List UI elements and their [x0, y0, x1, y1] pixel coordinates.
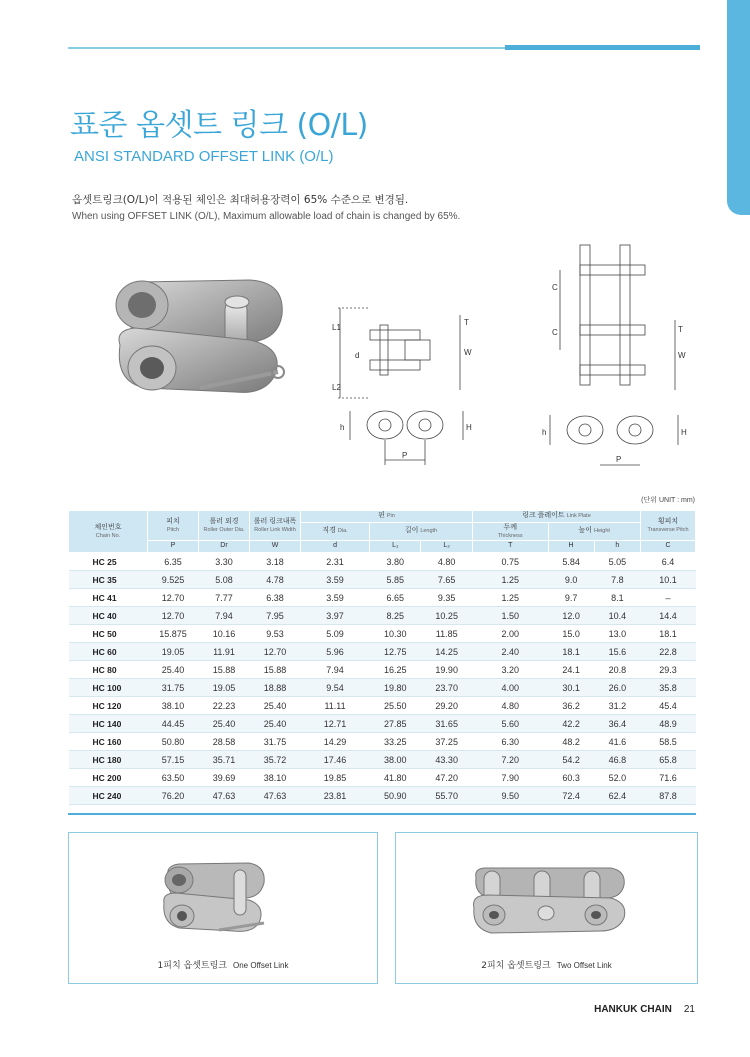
table-cell: 27.85 — [370, 715, 421, 733]
sym-w: W — [250, 541, 301, 553]
table-cell: 17.46 — [301, 751, 370, 769]
chain-number-cell: HC 180 — [69, 751, 148, 769]
table-row — [69, 643, 696, 661]
description-en: When using OFFSET LINK (O/L), Maximum allowable load of chain is changed by 65%. — [72, 211, 461, 222]
col-pin-length: 길이 Length — [370, 522, 473, 541]
two-offset-link-box — [395, 832, 698, 984]
table-cell: 33.25 — [370, 733, 421, 751]
table-cell: 16.25 — [370, 661, 421, 679]
table-cell: 12.70 — [250, 643, 301, 661]
table-cell: 14.29 — [301, 733, 370, 751]
table-cell: 3.80 — [370, 553, 421, 571]
table-cell: 4.00 — [472, 679, 548, 697]
caption-en: Two Offset Link — [556, 961, 612, 970]
table-cell: 3.20 — [472, 661, 548, 679]
table-row — [69, 679, 696, 697]
table-cell: 19.05 — [148, 643, 199, 661]
chain-number-cell: HC 41 — [69, 589, 148, 607]
table-cell: 9.54 — [301, 679, 370, 697]
chain-number-cell: HC 140 — [69, 715, 148, 733]
chain-number-cell: HC 35 — [69, 571, 148, 589]
table-cell: 7.90 — [472, 769, 548, 787]
table-cell: 12.0 — [548, 607, 594, 625]
chain-number-cell: HC 240 — [69, 787, 148, 805]
col-link-plate: 링크 플레이트 Link Plate — [472, 511, 640, 523]
table-cell: 13.0 — [594, 625, 640, 643]
table-cell: 15.875 — [148, 625, 199, 643]
table-cell: 18.1 — [548, 643, 594, 661]
table-cell: 52.0 — [594, 769, 640, 787]
diagram-label: T — [678, 325, 683, 334]
table-cell: 19.85 — [301, 769, 370, 787]
table-cell: 35.72 — [250, 751, 301, 769]
table-cell: 5.08 — [199, 571, 250, 589]
table-row — [69, 715, 696, 733]
table-cell: 1.25 — [472, 589, 548, 607]
table-cell: 50.80 — [148, 733, 199, 751]
table-cell: 44.45 — [148, 715, 199, 733]
table-row — [69, 589, 696, 607]
table-cell: 10.4 — [594, 607, 640, 625]
col-thickness: 두께 Thickness — [472, 522, 548, 541]
table-cell: 9.0 — [548, 571, 594, 589]
chain-number-cell: HC 120 — [69, 697, 148, 715]
one-offset-link-box — [68, 832, 378, 984]
table-row — [69, 733, 696, 751]
diagram-label: L2 — [332, 383, 341, 392]
spec-table — [68, 510, 696, 805]
sym-l2: L₂ — [421, 541, 472, 553]
table-cell: 0.75 — [472, 553, 548, 571]
table-cell: 2.00 — [472, 625, 548, 643]
col-pitch: 피치 Pitch — [148, 511, 199, 541]
table-cell: 18.1 — [641, 625, 696, 643]
table-cell: 2.31 — [301, 553, 370, 571]
offset-link-diagram-single — [330, 290, 480, 475]
table-cell: 9.525 — [148, 571, 199, 589]
table-cell: 4.80 — [421, 553, 472, 571]
table-cell: 6.38 — [250, 589, 301, 607]
table-cell: 6.4 — [641, 553, 696, 571]
side-tab — [727, 0, 750, 215]
table-cell: 10.30 — [370, 625, 421, 643]
table-cell: 3.97 — [301, 607, 370, 625]
col-pin: 핀 Pin — [301, 511, 473, 523]
table-cell: 36.4 — [594, 715, 640, 733]
table-cell: 76.20 — [148, 787, 199, 805]
table-cell: 35.8 — [641, 679, 696, 697]
table-cell: 38.10 — [250, 769, 301, 787]
table-cell: 14.25 — [421, 643, 472, 661]
table-cell: 5.85 — [370, 571, 421, 589]
sym-h-big: H — [548, 541, 594, 553]
table-cell: 9.7 — [548, 589, 594, 607]
page-footer — [594, 1004, 695, 1015]
table-row — [69, 697, 696, 715]
table-cell: 5.09 — [301, 625, 370, 643]
table-cell: 12.70 — [148, 589, 199, 607]
table-cell: 48.2 — [548, 733, 594, 751]
table-cell: 9.35 — [421, 589, 472, 607]
table-cell: 25.40 — [199, 715, 250, 733]
footer-brand: HANKUK CHAIN — [594, 1004, 672, 1015]
col-roller-width: 롤러 링크내폭 Roller Link Width — [250, 511, 301, 541]
table-cell: 55.70 — [421, 787, 472, 805]
table-cell: 36.2 — [548, 697, 594, 715]
table-cell: 7.94 — [199, 607, 250, 625]
table-cell: 45.4 — [641, 697, 696, 715]
diagram-label: d — [355, 351, 360, 360]
table-cell: 3.59 — [301, 571, 370, 589]
table-cell: 12.75 — [370, 643, 421, 661]
table-cell: – — [641, 589, 696, 607]
table-cell: 65.8 — [641, 751, 696, 769]
table-cell: 23.81 — [301, 787, 370, 805]
table-cell: 7.77 — [199, 589, 250, 607]
sym-p: P — [148, 541, 199, 553]
table-cell: 38.10 — [148, 697, 199, 715]
chain-number-cell: HC 25 — [69, 553, 148, 571]
two-offset-link-photo — [466, 863, 631, 943]
table-cell: 7.65 — [421, 571, 472, 589]
page-number: 21 — [683, 1004, 695, 1015]
table-cell: 19.90 — [421, 661, 472, 679]
table-cell: 30.1 — [548, 679, 594, 697]
sym-c: C — [641, 541, 696, 553]
diagram-label: C — [552, 283, 558, 292]
chain-number-cell: HC 50 — [69, 625, 148, 643]
table-cell: 41.80 — [370, 769, 421, 787]
one-offset-link-caption — [69, 958, 377, 971]
sym-t: T — [472, 541, 548, 553]
chain-number-cell: HC 80 — [69, 661, 148, 679]
table-cell: 11.11 — [301, 697, 370, 715]
table-cell: 9.50 — [472, 787, 548, 805]
table-cell: 12.70 — [148, 607, 199, 625]
table-cell: 50.90 — [370, 787, 421, 805]
table-cell: 7.95 — [250, 607, 301, 625]
table-cell: 15.6 — [594, 643, 640, 661]
chain-number-cell: HC 40 — [69, 607, 148, 625]
table-cell: 54.2 — [548, 751, 594, 769]
table-cell: 3.30 — [199, 553, 250, 571]
diagram-label: T — [464, 318, 469, 327]
table-cell: 46.8 — [594, 751, 640, 769]
table-cell: 7.94 — [301, 661, 370, 679]
table-row — [69, 553, 696, 571]
table-cell: 26.0 — [594, 679, 640, 697]
table-cell: 6.30 — [472, 733, 548, 751]
table-cell: 10.25 — [421, 607, 472, 625]
table-cell: 63.50 — [148, 769, 199, 787]
table-cell: 10.1 — [641, 571, 696, 589]
table-cell: 60.3 — [548, 769, 594, 787]
table-cell: 43.30 — [421, 751, 472, 769]
table-cell: 22.8 — [641, 643, 696, 661]
table-cell: 19.80 — [370, 679, 421, 697]
diagram-label: L1 — [332, 323, 341, 332]
table-cell: 31.65 — [421, 715, 472, 733]
table-cell: 19.05 — [199, 679, 250, 697]
chain-number-cell: HC 160 — [69, 733, 148, 751]
table-cell: 31.75 — [250, 733, 301, 751]
table-cell: 28.58 — [199, 733, 250, 751]
table-cell: 2.40 — [472, 643, 548, 661]
table-cell: 35.71 — [199, 751, 250, 769]
one-offset-link-photo — [154, 858, 274, 943]
diagram-label: H — [681, 428, 687, 437]
table-cell: 87.8 — [641, 787, 696, 805]
offset-link-diagram-double — [540, 240, 690, 475]
table-row — [69, 607, 696, 625]
chain-number-cell: HC 100 — [69, 679, 148, 697]
table-cell: 8.1 — [594, 589, 640, 607]
table-row — [69, 661, 696, 679]
table-cell: 9.53 — [250, 625, 301, 643]
table-row — [69, 625, 696, 643]
table-cell: 71.6 — [641, 769, 696, 787]
sym-d: d — [301, 541, 370, 553]
table-cell: 62.4 — [594, 787, 640, 805]
table-cell: 58.5 — [641, 733, 696, 751]
table-cell: 15.0 — [548, 625, 594, 643]
table-cell: 24.1 — [548, 661, 594, 679]
table-cell: 37.25 — [421, 733, 472, 751]
table-cell: 22.23 — [199, 697, 250, 715]
table-cell: 5.96 — [301, 643, 370, 661]
table-cell: 1.50 — [472, 607, 548, 625]
table-cell: 25.40 — [250, 715, 301, 733]
table-cell: 4.78 — [250, 571, 301, 589]
table-cell: 41.6 — [594, 733, 640, 751]
table-row — [69, 787, 696, 805]
table-cell: 38.00 — [370, 751, 421, 769]
table-cell: 48.9 — [641, 715, 696, 733]
table-cell: 42.2 — [548, 715, 594, 733]
page-title-ko: 표준 옵셋트 링크 (O/L) — [70, 108, 368, 143]
table-cell: 39.69 — [199, 769, 250, 787]
sym-dr: Dr — [199, 541, 250, 553]
table-cell: 3.18 — [250, 553, 301, 571]
table-cell: 15.88 — [199, 661, 250, 679]
caption-ko: 1피치 옵셋트링크 — [157, 961, 227, 971]
diagram-label: h — [340, 423, 345, 432]
diagram-label: P — [616, 455, 622, 464]
header-rule-accent — [505, 45, 700, 50]
table-cell: 31.75 — [148, 679, 199, 697]
table-cell: 31.2 — [594, 697, 640, 715]
table-cell: 15.88 — [250, 661, 301, 679]
table-cell: 1.25 — [472, 571, 548, 589]
diagram-label: H — [466, 423, 472, 432]
unit-note: (단위 UNIT : mm) — [641, 497, 695, 504]
table-cell: 72.4 — [548, 787, 594, 805]
table-cell: 23.70 — [421, 679, 472, 697]
col-chain-no: 체인번호 Chain No. — [69, 511, 148, 553]
diagram-label: W — [678, 351, 686, 360]
table-cell: 7.20 — [472, 751, 548, 769]
table-cell: 25.50 — [370, 697, 421, 715]
chain-number-cell: HC 60 — [69, 643, 148, 661]
table-cell: 12.71 — [301, 715, 370, 733]
diagram-label: C — [552, 328, 558, 337]
table-cell: 5.84 — [548, 553, 594, 571]
table-cell: 7.8 — [594, 571, 640, 589]
table-cell: 6.65 — [370, 589, 421, 607]
description-ko: 옵셋트링크(O/L)이 적용된 체인은 최대허용장력이 65% 수준으로 변경됨. — [72, 194, 409, 206]
sym-l1: L₁ — [370, 541, 421, 553]
table-cell: 11.85 — [421, 625, 472, 643]
col-roller-od: 롤러 외경 Roller Outer Dia. — [199, 511, 250, 541]
table-cell: 25.40 — [148, 661, 199, 679]
table-cell: 3.59 — [301, 589, 370, 607]
diagram-label: W — [464, 348, 472, 357]
table-cell: 18.88 — [250, 679, 301, 697]
table-cell: 10.16 — [199, 625, 250, 643]
caption-en: One Offset Link — [233, 961, 289, 970]
table-cell: 4.80 — [472, 697, 548, 715]
table-cell: 47.20 — [421, 769, 472, 787]
table-cell: 6.35 — [148, 553, 199, 571]
table-cell: 5.05 — [594, 553, 640, 571]
two-offset-link-caption — [396, 958, 697, 971]
table-cell: 29.20 — [421, 697, 472, 715]
page-title-en: ANSI STANDARD OFFSET LINK (O/L) — [74, 148, 334, 165]
table-row — [69, 751, 696, 769]
table-cell: 8.25 — [370, 607, 421, 625]
table-cell: 20.8 — [594, 661, 640, 679]
col-transverse-pitch: 횡피치 Transverse Pitch — [641, 511, 696, 541]
table-cell: 47.63 — [250, 787, 301, 805]
table-cell: 29.3 — [641, 661, 696, 679]
col-height: 높이 Height — [548, 522, 641, 541]
table-row — [69, 769, 696, 787]
sym-h-small: h — [594, 541, 640, 553]
table-row — [69, 571, 696, 589]
chain-number-cell: HC 200 — [69, 769, 148, 787]
table-cell: 57.15 — [148, 751, 199, 769]
col-pin-dia: 직경 Dia. — [301, 522, 370, 541]
table-cell: 14.4 — [641, 607, 696, 625]
table-bottom-rule — [68, 813, 696, 815]
caption-ko: 2피치 옵셋트링크 — [481, 961, 551, 971]
diagram-label: P — [402, 451, 408, 460]
table-cell: 5.60 — [472, 715, 548, 733]
table-cell: 11.91 — [199, 643, 250, 661]
diagram-label: h — [542, 428, 547, 437]
table-cell: 25.40 — [250, 697, 301, 715]
offset-link-photo — [100, 270, 300, 420]
table-cell: 47.63 — [199, 787, 250, 805]
